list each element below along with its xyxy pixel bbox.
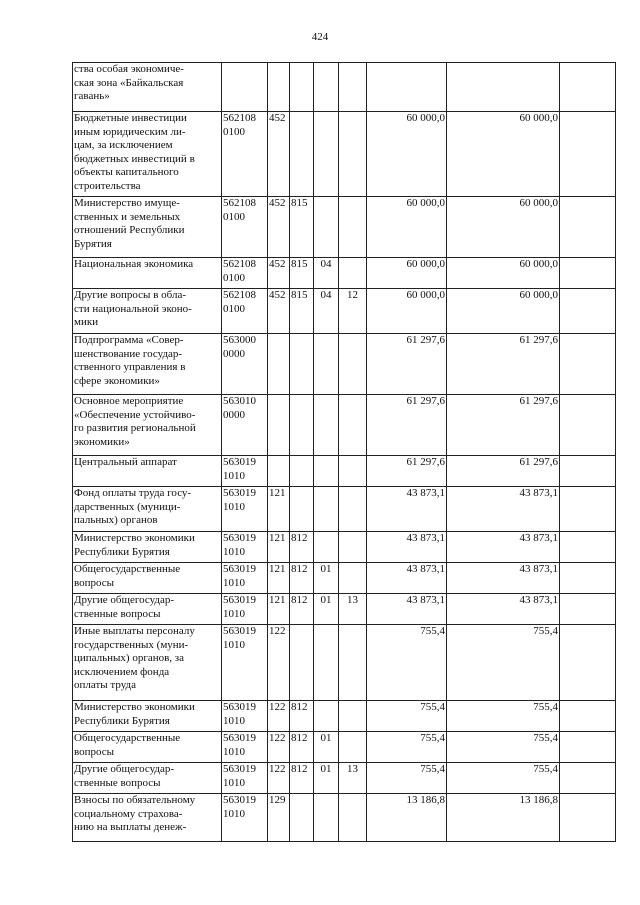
cell-target-code: 563019 1010 [222, 701, 268, 732]
cell-amount-2: 60 000,0 [447, 112, 560, 197]
cell-ministry-code: 812 [290, 594, 314, 625]
cell-name: Министерство экономики Республики Бурятия [73, 701, 222, 732]
cell-target-code: 563019 1010 [222, 732, 268, 763]
cell-target-code: 563019 1010 [222, 532, 268, 563]
cell-target-code [222, 63, 268, 112]
cell-empty [560, 701, 616, 732]
cell-empty [560, 112, 616, 197]
cell-empty [560, 334, 616, 395]
cell-subsection: 12 [339, 289, 367, 334]
cell-ministry-code [290, 395, 314, 456]
cell-expense-type: 452 [268, 289, 290, 334]
table-row [73, 289, 616, 334]
cell-target-code: 563010 0000 [222, 395, 268, 456]
cell-target-code: 563019 1010 [222, 763, 268, 794]
cell-subsection [339, 563, 367, 594]
table-row [73, 112, 616, 197]
cell-amount-2: 755,4 [447, 701, 560, 732]
cell-name: Бюджетные инвестиции иным юридическим ли- цам, за исключением бюджетных инвестиций в объекты капитального строительства [73, 112, 222, 197]
cell-amount-2: 60 000,0 [447, 258, 560, 289]
cell-ministry-code: 812 [290, 701, 314, 732]
cell-empty [560, 456, 616, 487]
cell-amount-1: 60 000,0 [367, 197, 447, 258]
table-row [73, 701, 616, 732]
cell-amount-2: 60 000,0 [447, 197, 560, 258]
table-row [73, 334, 616, 395]
table-row [73, 258, 616, 289]
cell-name: Фонд оплаты труда госу- дарственных (муници- пальных) органов [73, 487, 222, 532]
cell-section: 04 [314, 258, 339, 289]
cell-expense-type: 122 [268, 701, 290, 732]
cell-amount-1: 60 000,0 [367, 289, 447, 334]
cell-ministry-code [290, 63, 314, 112]
cell-section [314, 197, 339, 258]
table-row [73, 763, 616, 794]
cell-amount-1: 755,4 [367, 763, 447, 794]
cell-section [314, 334, 339, 395]
cell-section [314, 63, 339, 112]
cell-expense-type: 452 [268, 258, 290, 289]
cell-ministry-code [290, 456, 314, 487]
cell-name: Общегосударственные вопросы [73, 563, 222, 594]
cell-subsection [339, 732, 367, 763]
cell-subsection: 13 [339, 594, 367, 625]
cell-target-code: 563019 1010 [222, 563, 268, 594]
cell-amount-2: 755,4 [447, 625, 560, 701]
cell-name: Другие общегосудар- ственные вопросы [73, 594, 222, 625]
cell-amount-2: 61 297,6 [447, 395, 560, 456]
cell-target-code: 563019 1010 [222, 625, 268, 701]
cell-amount-1: 43 873,1 [367, 594, 447, 625]
table-row [73, 456, 616, 487]
cell-amount-1: 61 297,6 [367, 456, 447, 487]
table-row [73, 487, 616, 532]
cell-empty [560, 487, 616, 532]
cell-empty [560, 63, 616, 112]
table-row [73, 197, 616, 258]
cell-subsection [339, 532, 367, 563]
cell-empty [560, 532, 616, 563]
cell-empty [560, 395, 616, 456]
cell-amount-1: 43 873,1 [367, 487, 447, 532]
cell-name: Министерство имуще- ственных и земельных отношений Республики Бурятия [73, 197, 222, 258]
table-row [73, 63, 616, 112]
cell-expense-type: 121 [268, 487, 290, 532]
cell-expense-type [268, 456, 290, 487]
cell-amount-2 [447, 63, 560, 112]
cell-subsection [339, 197, 367, 258]
cell-section [314, 456, 339, 487]
cell-amount-2: 13 186,8 [447, 794, 560, 842]
cell-amount-2: 43 873,1 [447, 532, 560, 563]
cell-amount-2: 43 873,1 [447, 594, 560, 625]
cell-section [314, 701, 339, 732]
cell-target-code: 562108 0100 [222, 258, 268, 289]
cell-section: 01 [314, 594, 339, 625]
cell-ministry-code [290, 794, 314, 842]
table-body [73, 63, 616, 842]
cell-ministry-code: 815 [290, 289, 314, 334]
cell-empty [560, 289, 616, 334]
cell-name: Подпрограмма «Совер- шенствование государ- ственного управления в сфере экономики» [73, 334, 222, 395]
cell-amount-1: 60 000,0 [367, 112, 447, 197]
cell-subsection [339, 456, 367, 487]
cell-expense-type: 121 [268, 532, 290, 563]
cell-amount-1: 755,4 [367, 732, 447, 763]
cell-subsection [339, 63, 367, 112]
cell-expense-type: 122 [268, 732, 290, 763]
cell-target-code: 563019 1010 [222, 794, 268, 842]
cell-name: Другие вопросы в обла- сти национальной эконо- мики [73, 289, 222, 334]
cell-ministry-code [290, 112, 314, 197]
cell-ministry-code: 815 [290, 197, 314, 258]
cell-ministry-code: 812 [290, 763, 314, 794]
cell-target-code: 563019 1010 [222, 487, 268, 532]
cell-name: Основное мероприятие «Обеспечение устойчиво- го развития региональной экономики» [73, 395, 222, 456]
cell-expense-type [268, 63, 290, 112]
page-number: 424 [311, 31, 329, 43]
cell-empty [560, 732, 616, 763]
cell-subsection [339, 701, 367, 732]
cell-ministry-code [290, 625, 314, 701]
cell-target-code: 562108 0100 [222, 197, 268, 258]
cell-amount-2: 755,4 [447, 763, 560, 794]
cell-expense-type: 122 [268, 763, 290, 794]
cell-target-code: 563000 0000 [222, 334, 268, 395]
cell-section [314, 112, 339, 197]
cell-amount-2: 755,4 [447, 732, 560, 763]
cell-amount-1: 755,4 [367, 625, 447, 701]
cell-amount-2: 43 873,1 [447, 563, 560, 594]
cell-section [314, 794, 339, 842]
cell-ministry-code [290, 334, 314, 395]
table-row [73, 625, 616, 701]
cell-name: Министерство экономики Республики Бурятия [73, 532, 222, 563]
cell-name: Иные выплаты персоналу государственных (муни- ципальных) органов, за исключением фонда оплаты труда [73, 625, 222, 701]
cell-ministry-code: 812 [290, 563, 314, 594]
cell-empty [560, 763, 616, 794]
cell-name: Национальная экономика [73, 258, 222, 289]
cell-amount-1: 61 297,6 [367, 334, 447, 395]
cell-ministry-code [290, 487, 314, 532]
cell-subsection: 13 [339, 763, 367, 794]
cell-amount-1 [367, 63, 447, 112]
cell-ministry-code: 812 [290, 732, 314, 763]
cell-empty [560, 197, 616, 258]
cell-target-code: 563019 1010 [222, 594, 268, 625]
cell-amount-2: 43 873,1 [447, 487, 560, 532]
cell-expense-type: 129 [268, 794, 290, 842]
cell-section: 01 [314, 763, 339, 794]
cell-expense-type: 452 [268, 112, 290, 197]
cell-empty [560, 594, 616, 625]
cell-amount-1: 60 000,0 [367, 258, 447, 289]
cell-empty [560, 258, 616, 289]
cell-amount-1: 61 297,6 [367, 395, 447, 456]
cell-subsection [339, 625, 367, 701]
cell-expense-type: 121 [268, 594, 290, 625]
cell-subsection [339, 794, 367, 842]
cell-target-code: 562108 0100 [222, 112, 268, 197]
cell-expense-type: 122 [268, 625, 290, 701]
cell-amount-1: 43 873,1 [367, 532, 447, 563]
cell-empty [560, 625, 616, 701]
cell-expense-type: 121 [268, 563, 290, 594]
cell-amount-2: 61 297,6 [447, 456, 560, 487]
budget-table [72, 62, 616, 842]
cell-section [314, 625, 339, 701]
cell-expense-type: 452 [268, 197, 290, 258]
cell-subsection [339, 258, 367, 289]
cell-subsection [339, 487, 367, 532]
table-row [73, 395, 616, 456]
table-row [73, 532, 616, 563]
cell-section [314, 395, 339, 456]
cell-amount-2: 61 297,6 [447, 334, 560, 395]
cell-name: ства особая экономиче- ская зона «Байкальская гавань» [73, 63, 222, 112]
table-row [73, 732, 616, 763]
cell-amount-1: 755,4 [367, 701, 447, 732]
cell-name: Другие общегосудар- ственные вопросы [73, 763, 222, 794]
cell-expense-type [268, 334, 290, 395]
cell-amount-1: 43 873,1 [367, 563, 447, 594]
cell-ministry-code: 815 [290, 258, 314, 289]
cell-empty [560, 563, 616, 594]
cell-section: 01 [314, 563, 339, 594]
cell-ministry-code: 812 [290, 532, 314, 563]
cell-subsection [339, 334, 367, 395]
cell-name: Взносы по обязательному социальному страхова- нию на выплаты денеж- [73, 794, 222, 842]
cell-name: Общегосударственные вопросы [73, 732, 222, 763]
cell-name: Центральный аппарат [73, 456, 222, 487]
cell-section [314, 532, 339, 563]
cell-amount-2: 60 000,0 [447, 289, 560, 334]
table-row [73, 794, 616, 842]
cell-section [314, 487, 339, 532]
table-row [73, 563, 616, 594]
cell-amount-1: 13 186,8 [367, 794, 447, 842]
cell-expense-type [268, 395, 290, 456]
cell-subsection [339, 112, 367, 197]
cell-target-code: 562108 0100 [222, 289, 268, 334]
table-row [73, 594, 616, 625]
cell-section: 01 [314, 732, 339, 763]
cell-target-code: 563019 1010 [222, 456, 268, 487]
cell-empty [560, 794, 616, 842]
cell-section: 04 [314, 289, 339, 334]
cell-subsection [339, 395, 367, 456]
